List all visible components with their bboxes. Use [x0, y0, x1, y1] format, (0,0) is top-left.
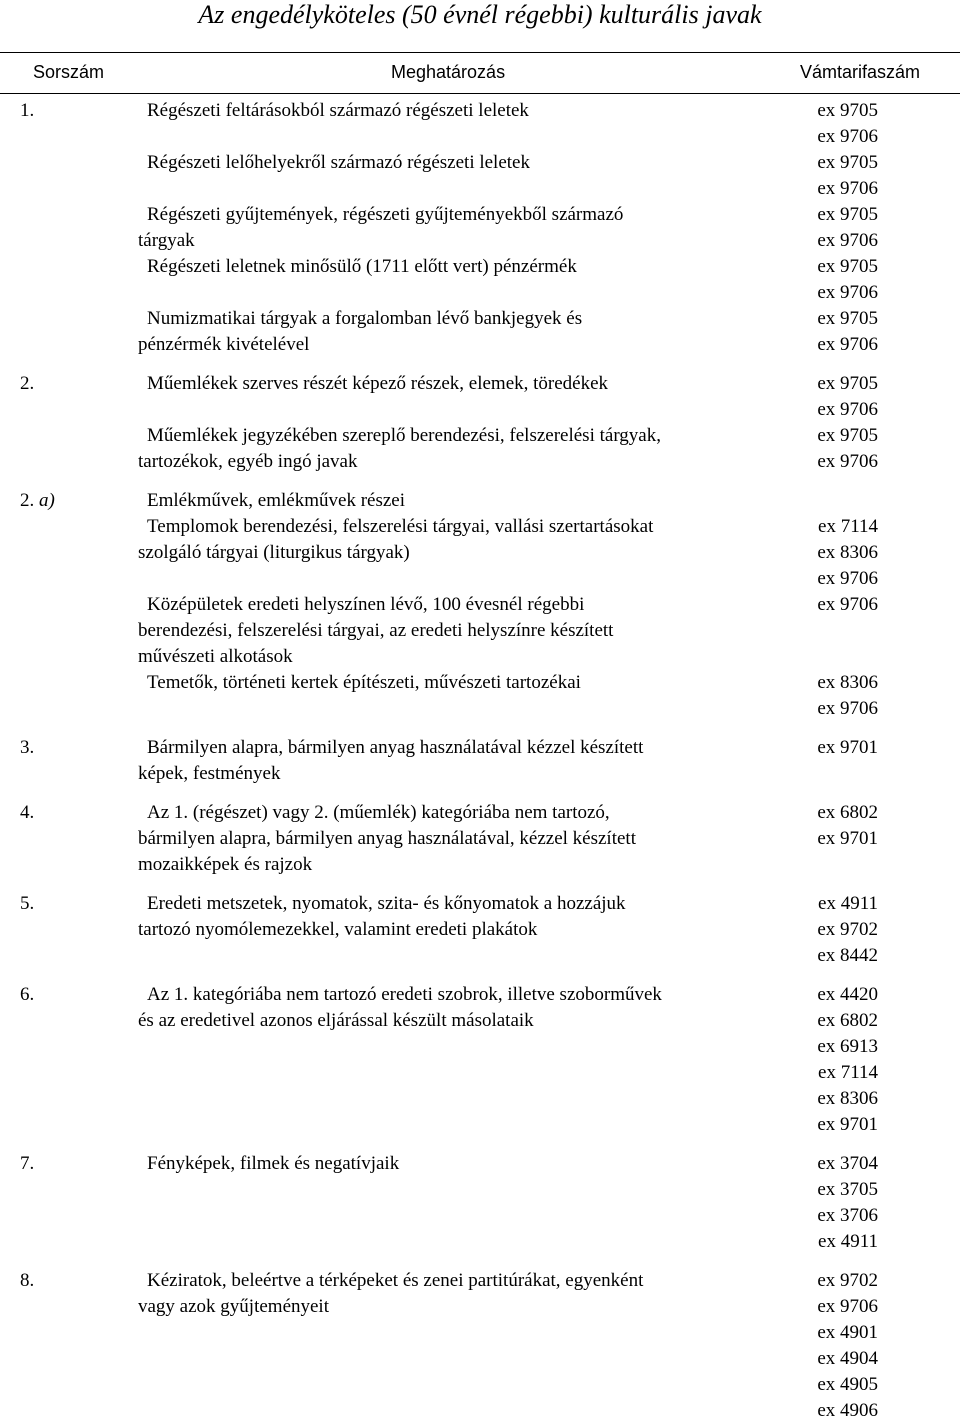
- section-4: [0, 735, 960, 787]
- item-number: [0, 982, 147, 1138]
- header-meghatarozas: Meghatározás: [391, 62, 506, 82]
- tariff-code: ex 6913: [817, 1036, 878, 1057]
- tariff-code: ex 9706: [817, 282, 878, 303]
- tariff-code: ex 9702: [817, 1270, 878, 1291]
- description-line: Emlékművek, emlékművek részei: [147, 490, 405, 511]
- description-line: Régészeti leletnek minősülő (1711 előtt vert) pénzérmék: [147, 256, 577, 277]
- tariff-code: ex 6802: [817, 802, 878, 823]
- tariff-code: ex 4420: [817, 984, 878, 1005]
- item-number-text: 6.: [20, 984, 35, 1005]
- tariff-code: ex 8306: [817, 672, 878, 693]
- item-description: [138, 514, 798, 592]
- description-line: Az 1. (régészet) vagy 2. (műemlék) kategóriába nem tartozó,: [147, 802, 610, 823]
- tariff-code: ex 9705: [817, 100, 878, 121]
- tariff-code: ex 9701: [817, 828, 878, 849]
- table-row: [0, 306, 960, 358]
- item-description: [138, 735, 798, 787]
- tariff-code: ex 9701: [817, 737, 878, 758]
- tariff-code: ex 8306: [817, 542, 878, 563]
- header-vamtarifaszam: Vámtarifaszám: [800, 62, 921, 82]
- item-number-text: 2.: [20, 490, 35, 511]
- description-line: Fényképek, filmek és negatívjaik: [147, 1153, 400, 1174]
- item-number-suffix: a): [39, 490, 55, 511]
- tariff-codes: [798, 982, 960, 1138]
- description-line: vagy azok gyűjteményeit: [138, 1296, 329, 1317]
- tariff-codes: [798, 254, 960, 306]
- section-3: [0, 488, 960, 722]
- tariff-code: ex 3705: [817, 1179, 878, 1200]
- item-description: [147, 670, 798, 722]
- item-description: [138, 423, 798, 475]
- tariff-code: ex 7114: [818, 516, 878, 537]
- tariff-codes: [798, 1268, 960, 1424]
- tariff-codes: [798, 488, 960, 514]
- tariff-code: ex 9706: [817, 594, 878, 615]
- description-line: tartozékok, egyéb ingó javak: [138, 451, 358, 472]
- tariff-codes: [798, 423, 960, 475]
- tariff-code: ex 9702: [817, 919, 878, 940]
- item-description: [147, 150, 798, 202]
- tariff-code: ex 8442: [817, 945, 878, 966]
- section-6: [0, 891, 960, 969]
- tariff-code: ex 8306: [817, 1088, 878, 1109]
- tariff-code: ex 9705: [817, 256, 878, 277]
- item-number: [0, 514, 147, 592]
- description-line: pénzérmék kivételével: [138, 334, 310, 355]
- tariff-codes: [798, 592, 960, 670]
- item-number: [0, 202, 147, 254]
- item-number: [0, 735, 147, 787]
- tariff-code: ex 4911: [818, 1231, 878, 1252]
- tariff-codes: [798, 202, 960, 254]
- tariff-code: ex 9706: [817, 568, 878, 589]
- tariff-code: ex 9705: [817, 425, 878, 446]
- item-number-text: 7.: [20, 1153, 35, 1174]
- tariff-code: ex 4906: [817, 1400, 878, 1421]
- table-row: [0, 670, 960, 722]
- description-line: Az 1. kategóriába nem tartozó eredeti szobrok, illetve szoborművek: [147, 984, 662, 1005]
- page-title: Az engedélyköteles (50 évnél régebbi) kulturális javak: [198, 0, 762, 29]
- items-table: [0, 98, 960, 1424]
- tariff-code: ex 9705: [817, 308, 878, 329]
- item-number: [0, 800, 147, 878]
- tariff-code: ex 9706: [817, 1296, 878, 1317]
- tariff-codes: [798, 1151, 960, 1255]
- table-row: [0, 98, 960, 150]
- item-number: [0, 254, 147, 306]
- description-line: Műemlékek szerves részét képező részek, elemek, töredékek: [147, 373, 609, 394]
- item-description: [147, 371, 798, 423]
- item-number: [0, 592, 147, 670]
- item-number-text: 1.: [20, 100, 35, 121]
- item-description: [138, 800, 798, 878]
- item-number: [0, 98, 147, 150]
- table-row: [0, 371, 960, 423]
- item-number: [0, 1151, 147, 1255]
- table-row: [0, 982, 960, 1138]
- header-sorszam: Sorszám: [33, 62, 105, 82]
- description-line: Temetők, történeti kertek építészeti, művészeti tartozékai: [147, 672, 581, 693]
- description-line: tartozó nyomólemezekkel, valamint eredeti plakátok: [138, 919, 538, 940]
- item-description: [138, 592, 798, 670]
- tariff-code: ex 6802: [817, 1010, 878, 1031]
- description-line: mozaikképek és rajzok: [138, 854, 313, 875]
- tariff-codes: [798, 891, 960, 969]
- tariff-code: ex 9706: [817, 451, 878, 472]
- table-row: [0, 254, 960, 306]
- table-row: [0, 150, 960, 202]
- table-row: [0, 1151, 960, 1255]
- item-number: [0, 423, 147, 475]
- tariff-code: ex 4904: [817, 1348, 878, 1369]
- description-line: Kéziratok, beleértve a térképeket és zenei partitúrákat, egyenként: [147, 1270, 644, 1291]
- tariff-code: ex 4905: [817, 1374, 878, 1395]
- tariff-codes: [798, 150, 960, 202]
- description-line: tárgyak: [138, 230, 195, 251]
- description-line: Eredeti metszetek, nyomatok, szita- és kőnyomatok a hozzájuk: [147, 893, 626, 914]
- section-2: [0, 371, 960, 475]
- tariff-codes: [798, 306, 960, 358]
- description-line: bármilyen alapra, bármilyen anyag használatával, kézzel készített: [138, 828, 636, 849]
- description-line: Régészeti lelőhelyekről származó régészeti leletek: [147, 152, 530, 173]
- item-number: [0, 891, 147, 969]
- description-line: művészeti alkotások: [138, 646, 293, 667]
- table-header: [0, 52, 960, 94]
- item-number-text: 8.: [20, 1270, 35, 1291]
- tariff-codes: [798, 514, 960, 592]
- table-row: [0, 735, 960, 787]
- item-number: [0, 371, 147, 423]
- item-description: [147, 1151, 798, 1255]
- tariff-codes: [798, 98, 960, 150]
- item-description: [138, 982, 798, 1138]
- item-number-text: 5.: [20, 893, 35, 914]
- item-description: [138, 306, 798, 358]
- tariff-codes: [798, 670, 960, 722]
- item-number-text: 3.: [20, 737, 35, 758]
- table-row: [0, 1268, 960, 1424]
- item-number: [0, 670, 147, 722]
- description-line: Középületek eredeti helyszínen lévő, 100 évesnél régebbi: [147, 594, 585, 615]
- description-line: Templomok berendezési, felszerelési tárgyai, vallási szertartásokat: [147, 516, 654, 537]
- item-description: [147, 488, 798, 514]
- tariff-codes: [798, 735, 960, 787]
- tariff-codes: [798, 371, 960, 423]
- item-number: [0, 488, 147, 514]
- tariff-code: ex 4911: [818, 893, 878, 914]
- table-row: [0, 423, 960, 475]
- section-5: [0, 800, 960, 878]
- description-line: Régészeti feltárásokból származó régészeti leletek: [147, 100, 529, 121]
- tariff-code: ex 9705: [817, 204, 878, 225]
- item-number: [0, 1268, 147, 1424]
- item-description: [147, 98, 798, 150]
- section-8: [0, 1151, 960, 1255]
- description-line: berendezési, felszerelési tárgyai, az eredeti helyszínre készített: [138, 620, 614, 641]
- tariff-code: ex 3706: [817, 1205, 878, 1226]
- tariff-code: ex 7114: [818, 1062, 878, 1083]
- tariff-code: ex 9705: [817, 373, 878, 394]
- tariff-code: ex 4901: [817, 1322, 878, 1343]
- description-line: Régészeti gyűjtemények, régészeti gyűjteményekből származó: [147, 204, 624, 225]
- description-line: szolgáló tárgyai (liturgikus tárgyak): [138, 542, 410, 563]
- table-row: [0, 592, 960, 670]
- table-row: [0, 488, 960, 514]
- description-line: Numizmatikai tárgyak a forgalomban lévő bankjegyek és: [147, 308, 583, 329]
- tariff-code: ex 9706: [817, 230, 878, 251]
- description-line: képek, festmények: [138, 763, 281, 784]
- item-number: [0, 150, 147, 202]
- table-row: [0, 514, 960, 592]
- item-number-text: 4.: [20, 802, 35, 823]
- tariff-code: ex 9701: [817, 1114, 878, 1135]
- item-number: [0, 306, 147, 358]
- tariff-code: ex 3704: [817, 1153, 878, 1174]
- tariff-code: ex 9706: [817, 399, 878, 420]
- tariff-code: ex 9705: [817, 152, 878, 173]
- section-1: [0, 98, 960, 358]
- tariff-code: ex 9706: [817, 126, 878, 147]
- tariff-code: ex 9706: [817, 178, 878, 199]
- item-description: [138, 891, 798, 969]
- item-description: [138, 202, 798, 254]
- section-9: [0, 1268, 960, 1424]
- description-line: Műemlékek jegyzékében szereplő berendezési, felszerelési tárgyak,: [147, 425, 661, 446]
- tariff-codes: [798, 800, 960, 878]
- section-7: [0, 982, 960, 1138]
- description-line: és az eredetivel azonos eljárással készült másolataik: [138, 1010, 534, 1031]
- description-line: Bármilyen alapra, bármilyen anyag használatával kézzel készített: [147, 737, 644, 758]
- table-row: [0, 800, 960, 878]
- tariff-code: ex 9706: [817, 334, 878, 355]
- table-row: [0, 891, 960, 969]
- tariff-code: ex 9706: [817, 698, 878, 719]
- item-description: [138, 1268, 798, 1424]
- table-row: [0, 202, 960, 254]
- item-description: [147, 254, 798, 306]
- item-number-text: 2.: [20, 373, 35, 394]
